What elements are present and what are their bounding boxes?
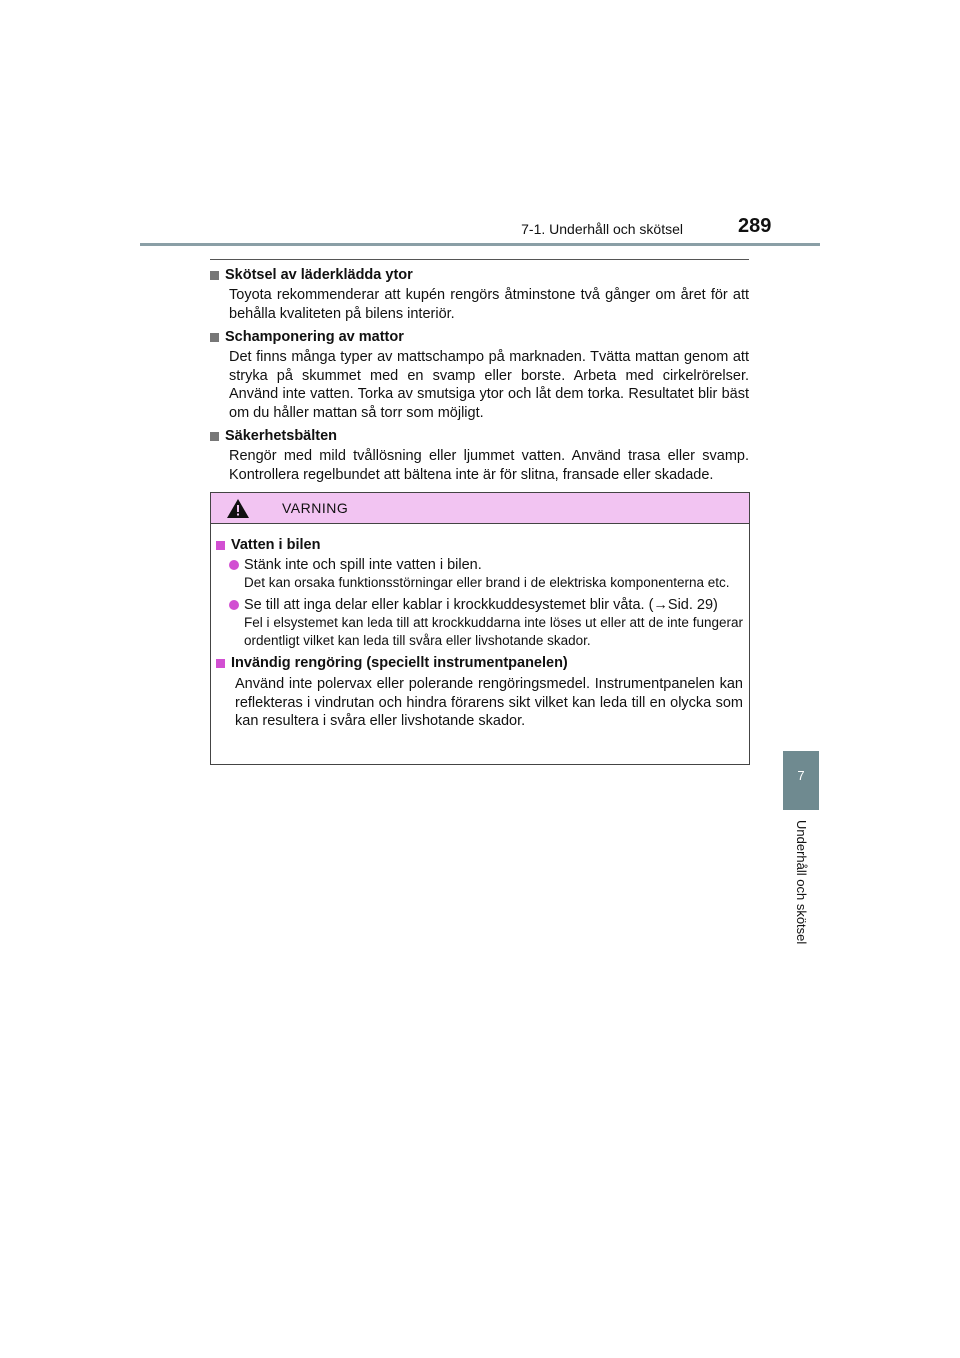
- section-body: Det finns många typer av mattschampo på marknaden. Tvätta mattan genom att stryka på skummet med en svamp eller borste. Arbeta med cirkelrörelser. Använd inte vatten. Torka av smutsiga ytor och låt dem torka. Resultatet blir bäst om du håller mattan så torr som möjligt.: [229, 349, 749, 421]
- section-heading: Skötsel av läderklädda ytor: [225, 267, 413, 283]
- section-seatbelts: [210, 427, 749, 484]
- warning-point: [229, 596, 743, 650]
- section-body: Toyota rekommenderar att kupén rengörs åtminstone två gånger om året för att behålla kvaliteten på bilens interiör.: [229, 287, 749, 322]
- warning-item-body: Använd inte polervax eller polerande rengöringsmedel. Instrumentpanelen kan reflekteras i vindrutan och hindra förarens sikt vilket kan leda till en olycka som kan resultera i svåra eller livshotande skador.: [235, 676, 743, 729]
- square-bullet-icon: [210, 271, 219, 280]
- section-leather: [210, 266, 749, 323]
- warning-header: [211, 493, 749, 524]
- warning-content: [211, 524, 749, 731]
- square-bullet-icon: [216, 541, 225, 550]
- chapter-side-tab-number: 7: [797, 768, 805, 783]
- round-bullet-icon: [229, 600, 239, 610]
- warning-triangle-icon: [226, 498, 250, 519]
- section-heading: Schamponering av mattor: [225, 329, 404, 345]
- warning-point: [229, 556, 743, 592]
- warning-item-water: [216, 536, 743, 650]
- warning-point-detail: Fel i elsystemet kan leda till att krockkuddarna inte löses ut eller att de inte fungerar ordentligt vilket kan leda till svåra eller livshotande skador.: [244, 615, 743, 648]
- chapter-title: 7-1. Underhåll och skötsel: [521, 221, 683, 237]
- warning-item-interior-cleaning: [216, 654, 743, 731]
- warning-point-text: Se till att inga delar eller kablar i krockkuddesystemet blir våta. (→Sid. 29): [244, 597, 718, 613]
- square-bullet-icon: [216, 659, 225, 668]
- square-bullet-icon: [210, 333, 219, 342]
- cleaning-sections: [210, 266, 749, 489]
- square-bullet-icon: [210, 432, 219, 441]
- header-rule: [140, 243, 820, 246]
- section-heading: Säkerhetsbälten: [225, 428, 338, 444]
- section-body: Rengör med mild tvållösning eller ljummet vatten. Använd trasa eller svamp. Kontrollera regelbundet att bältena inte är för slitna, fransade eller skadade.: [229, 448, 749, 483]
- warning-point-detail: Det kan orsaka funktionsstörningar eller brand i de elektriska komponenterna etc.: [244, 575, 730, 590]
- warning-item-heading: Vatten i bilen: [231, 537, 321, 553]
- warning-item-heading: Invändig rengöring (speciellt instrumentpanelen): [231, 655, 568, 671]
- section-carpets: [210, 328, 749, 422]
- page-number: 289: [738, 215, 772, 237]
- content-rule: [210, 259, 749, 260]
- warning-box: [210, 492, 750, 765]
- warning-title: VARNING: [282, 500, 349, 516]
- warning-point-text: Stänk inte och spill inte vatten i bilen.: [244, 557, 482, 573]
- chapter-side-label: Underhåll och skötsel: [794, 820, 809, 945]
- round-bullet-icon: [229, 560, 239, 570]
